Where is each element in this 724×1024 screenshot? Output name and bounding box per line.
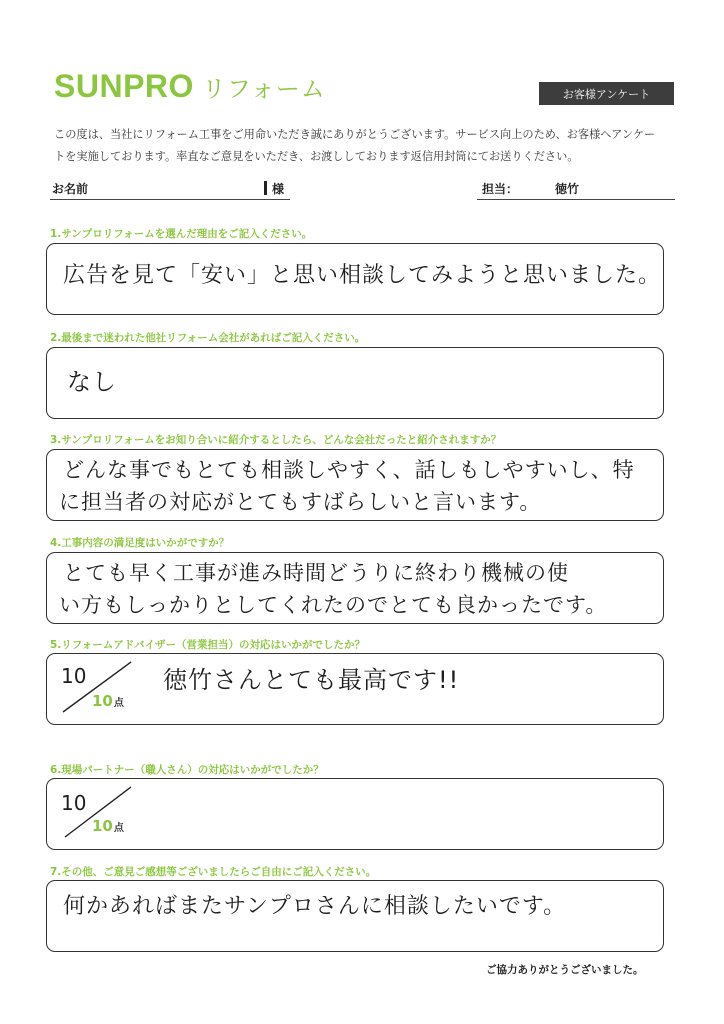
staff-label: 担当： <box>482 182 519 196</box>
question-5-title: 5.リフォームアドバイザー（営業担当）の対応はいかがでしたか？ <box>50 639 366 651</box>
question-3-answer-line-2: に担当者の対応がとてもすばらしいと言います。 <box>59 490 542 514</box>
question-5-answer-line-1: 徳竹さんとても最高です!! <box>163 666 460 694</box>
question-1-answer-line-1: 広告を見て「安い」と思い相談してみようと思いました。 <box>63 263 662 288</box>
question-2-answer-box <box>46 347 664 419</box>
question-6-score-value: 10 <box>61 791 87 815</box>
staff-name: 徳竹 <box>555 182 580 196</box>
question-6-score-max: 10点 <box>92 817 124 835</box>
question-2-answer-line-1: なし <box>67 368 117 396</box>
question-6-answer-box <box>46 778 664 850</box>
question-5-answer-box <box>46 653 664 725</box>
staff-underline <box>477 199 675 200</box>
name-redaction-mark <box>264 181 267 195</box>
thank-you-text: ご協力ありがとうございました。 <box>486 964 644 976</box>
question-4-answer-line-1: とても早く工事が進み時間どうりに終わり機械の使 <box>63 561 569 585</box>
question-5-score-max: 10点 <box>92 692 124 710</box>
question-4-answer-line-2: い方もしっかりとしてくれたのでとても良かったです。 <box>59 593 608 617</box>
name-label: お名前 <box>52 182 89 196</box>
brand-logo <box>54 68 326 105</box>
logo-brand-text: SUNPRO <box>54 68 194 104</box>
question-1-answer-box <box>46 243 664 315</box>
name-row <box>50 180 675 200</box>
question-3-answer-box <box>46 449 664 521</box>
name-underline <box>50 199 290 200</box>
intro-line-2: トを実施しております。率直なご意見をいただき、お渡ししております返信用封筒にてお送りください。 <box>54 150 579 163</box>
question-6-title: 6.現場パートナー（職人さん）の対応はいかがでしたか？ <box>50 764 324 776</box>
name-suffix: 様 <box>272 182 285 196</box>
survey-badge: お客様アンケート <box>539 82 674 105</box>
question-6-score <box>47 779 157 849</box>
intro-text <box>54 124 684 168</box>
question-5-score <box>47 654 157 724</box>
question-4-title: 4.工事内容の満足度はいかがですか？ <box>50 537 230 549</box>
question-3-title: 3.サンプロリフォームをお知り合いに紹介するとしたら、どんな会社だったと紹介されますか？ <box>50 434 502 446</box>
question-4-answer-box <box>46 552 664 624</box>
intro-line-1: この度は、当社にリフォーム工事をご用命いただき誠にありがとうございます。サービス向上のため、お客様へアンケー <box>54 128 656 141</box>
question-7-answer-box <box>46 880 664 952</box>
question-7-title: 7.その他、ご意見ご感想等ございましたらご自由にご記入ください。 <box>50 866 377 878</box>
question-3-answer-line-1: どんな事でもとても相談しやすく、話しもしやすいし、特 <box>63 458 635 482</box>
question-7-answer-line-1: 何かあればまたサンプロさんに相談したいです。 <box>63 894 567 919</box>
question-1-title: 1.サンプロリフォームを選んだ理由をご記入ください。 <box>50 228 313 240</box>
question-5-score-value: 10 <box>61 664 87 688</box>
question-2-title: 2.最後まで迷われた他社リフォーム会社があればご記入ください。 <box>50 332 366 344</box>
logo-reform-text: リフォーム <box>201 75 326 103</box>
